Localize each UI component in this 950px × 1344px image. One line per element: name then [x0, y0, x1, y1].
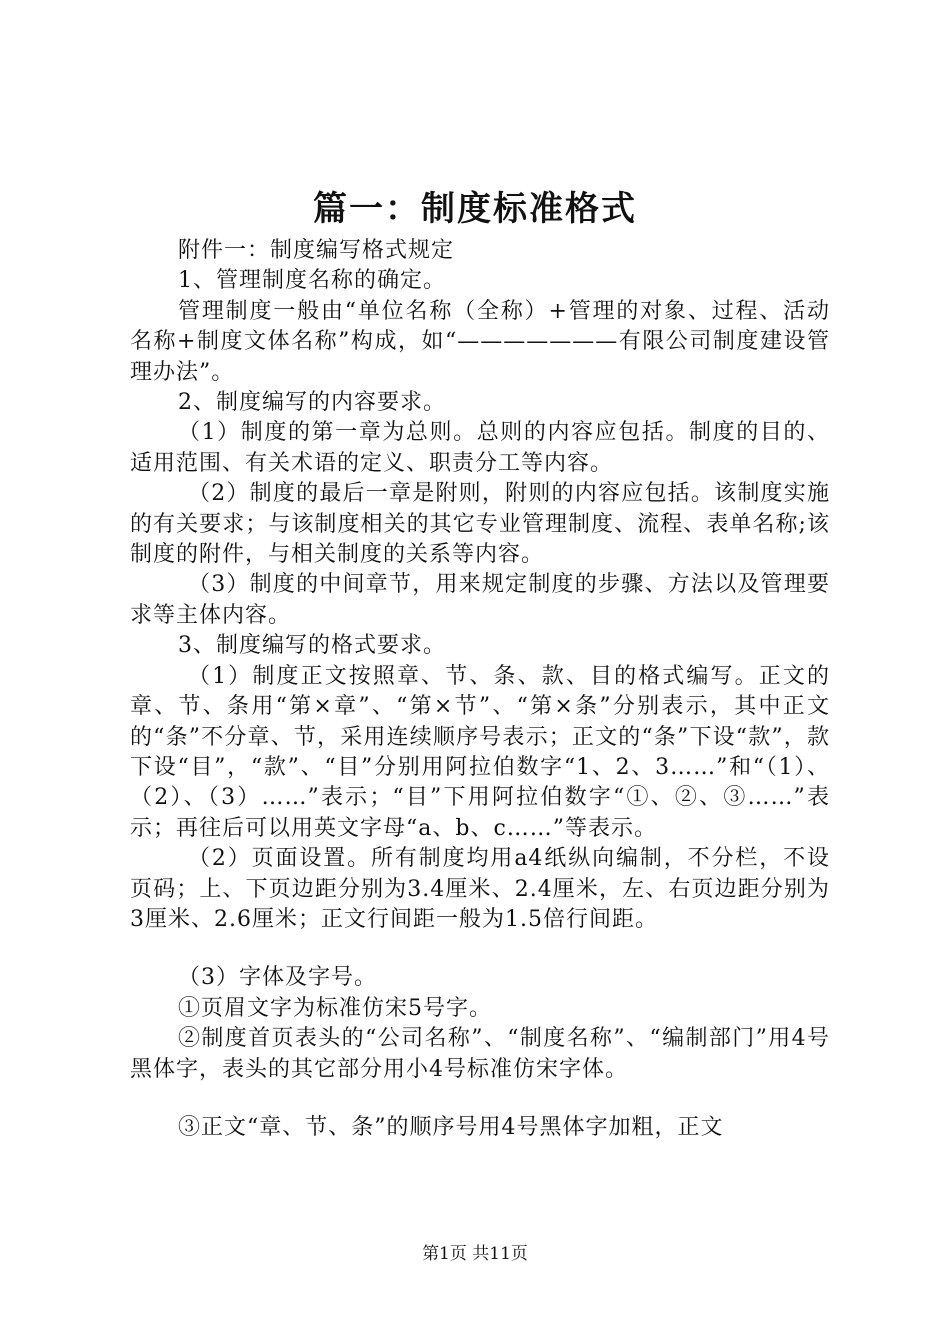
paragraph-font-rule-3: ③正文“章、节、条”的顺序号用4号黑体字加粗，正文 — [178, 1114, 724, 1140]
paragraph-section-3-item-1: （1）制度正文按照章、节、条、款、目的格式编写。正文的章、节、条用“第×章”、“第×节”、“第×条”分别表示，其中正文的“条”不分章、节，采用连续顺序号表示；正文的“条”下设“款”，款下设“目”，“款”、“目”分别用阿拉伯数字“1、2、3……”和“（1）、（2）、（3）……”表示；“目”下用阿拉伯数字“①、②、③……”表示；再往后可以用英文字母“a、b、c……”等表示。 — [130, 663, 830, 841]
paragraph-section-2-item-3: （3）制度的中间章节，用来规定制度的步骤、方法以及管理要求等主体内容。 — [130, 572, 830, 628]
paragraph-font-rule-1: ①页眉文字为标准仿宋5号字。 — [178, 995, 492, 1021]
document-title: 篇一：制度标准格式 — [313, 189, 637, 229]
paragraph-section-3-item-2: （2）页面设置。所有制度均用a4纸纵向编制，不分栏，不设页码；上、下页边距分别为3.4厘米、2.4厘米，左、右页边距分别为3厘米、2.6厘米；正文行间距一般为1.5倍行间距。 — [130, 846, 830, 932]
paragraph-section-3-heading: 3、制度编写的格式要求。 — [178, 633, 446, 659]
document-body — [130, 236, 830, 1143]
paragraph-font-rule-2: ②制度首页表头的“公司名称”、“制度名称”、“编制部门”用4号黑体字，表头的其它部分用小4号标准仿宋字体。 — [130, 1026, 830, 1082]
paragraph-attachment-heading: 附件一：制度编写格式规定 — [178, 238, 455, 263]
paragraph-section-2-heading: 2、制度编写的内容要求。 — [178, 390, 446, 416]
page-footer: 第1页 共11页 — [422, 1244, 528, 1264]
paragraph-section-1-body: 管理制度一般由“单位名称（全称）+管理的对象、过程、活动名称+制度文体名称”构成，如“———————有限公司制度建设管理办法”。 — [130, 298, 830, 385]
paragraph-section-2-item-2: （2）制度的最后一章是附则，附则的内容应包括。该制度实施的有关要求；与该制度相关的其它专业管理制度、流程、表单名称;该制度的附件，与相关制度的关系等内容。 — [130, 481, 830, 568]
paragraph-section-2-item-1: （1）制度的第一章为总则。总则的内容应包括。制度的目的、适用范围、有关术语的定义、职责分工等内容。 — [130, 420, 830, 476]
paragraph-section-1-heading: 1、管理制度名称的确定。 — [178, 268, 446, 294]
paragraph-section-3-item-3: （3）字体及字号。 — [178, 965, 377, 991]
